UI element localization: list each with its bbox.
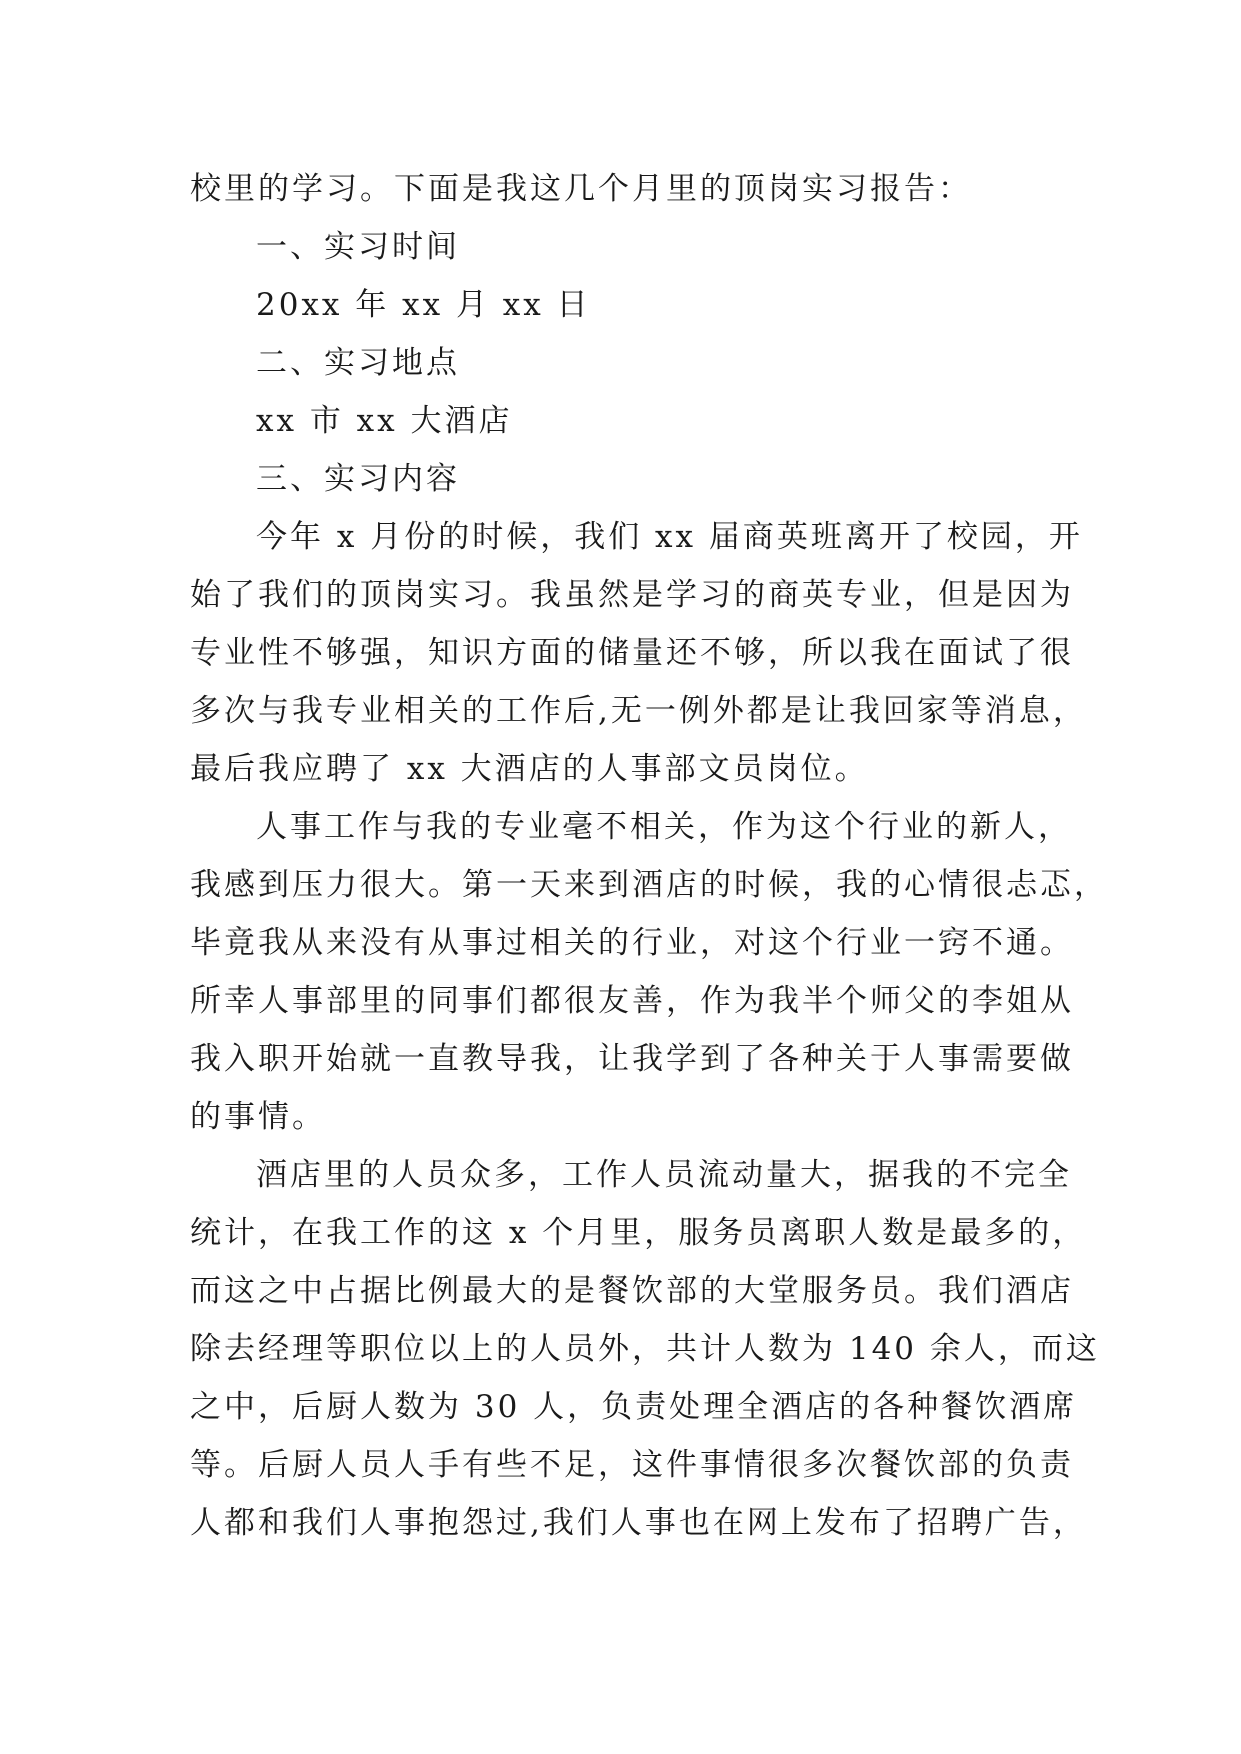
document-page [190, 160, 1108, 1552]
text-line: 我入职开始就一直教导我，让我学到了各种关于人事需要做 [190, 1041, 1074, 1077]
text-line: 酒店里的人员众多，工作人员流动量大，据我的不完全 [256, 1157, 1072, 1193]
text-line: 人都和我们人事抱怨过,我们人事也在网上发布了招聘广告， [190, 1505, 1087, 1541]
text-line: 最后我应聘了 xx 大酒店的人事部文员岗位。 [190, 751, 869, 787]
section-heading-time: 一、实习时间 [256, 229, 460, 265]
text-line: 毕竟我从来没有从事过相关的行业，对这个行业一窍不通。 [190, 925, 1074, 961]
text-line: 今年 x 月份的时候，我们 xx 届商英班离开了校园，开 [256, 519, 1083, 555]
section-heading-location: 二、实习地点 [256, 345, 460, 381]
text-line: 多次与我专业相关的工作后,无一例外都是让我回家等消息， [190, 693, 1087, 729]
internship-location: xx 市 xx 大酒店 [256, 403, 513, 439]
text-line: 专业性不够强，知识方面的储量还不够，所以我在面试了很 [190, 635, 1074, 671]
text-line: 始了我们的顶岗实习。我虽然是学习的商英专业，但是因为 [190, 577, 1074, 613]
text-line: 人事工作与我的专业毫不相关，作为这个行业的新人， [256, 809, 1072, 845]
section-heading-content: 三、实习内容 [256, 461, 460, 497]
internship-date: 20xx 年 xx 月 xx 日 [256, 287, 591, 323]
text-line: 等。后厨人员人手有些不足，这件事情很多次餐饮部的负责 [190, 1447, 1074, 1483]
text-line: 除去经理等职位以上的人员外，共计人数为 140 余人，而这 [190, 1331, 1100, 1367]
text-line: 我感到压力很大。第一天来到酒店的时候，我的心情很忐忑， [190, 867, 1108, 903]
text-line: 校里的学习。下面是我这几个月里的顶岗实习报告： [190, 171, 972, 207]
text-line: 而这之中占据比例最大的是餐饮部的大堂服务员。我们酒店 [190, 1273, 1074, 1309]
text-line: 所幸人事部里的同事们都很友善，作为我半个师父的李姐从 [190, 983, 1074, 1019]
text-line: 的事情。 [190, 1099, 326, 1135]
text-line: 统计，在我工作的这 x 个月里，服务员离职人数是最多的， [190, 1215, 1087, 1251]
text-line: 之中，后厨人数为 30 人，负责处理全酒店的各种餐饮酒席 [190, 1389, 1078, 1425]
